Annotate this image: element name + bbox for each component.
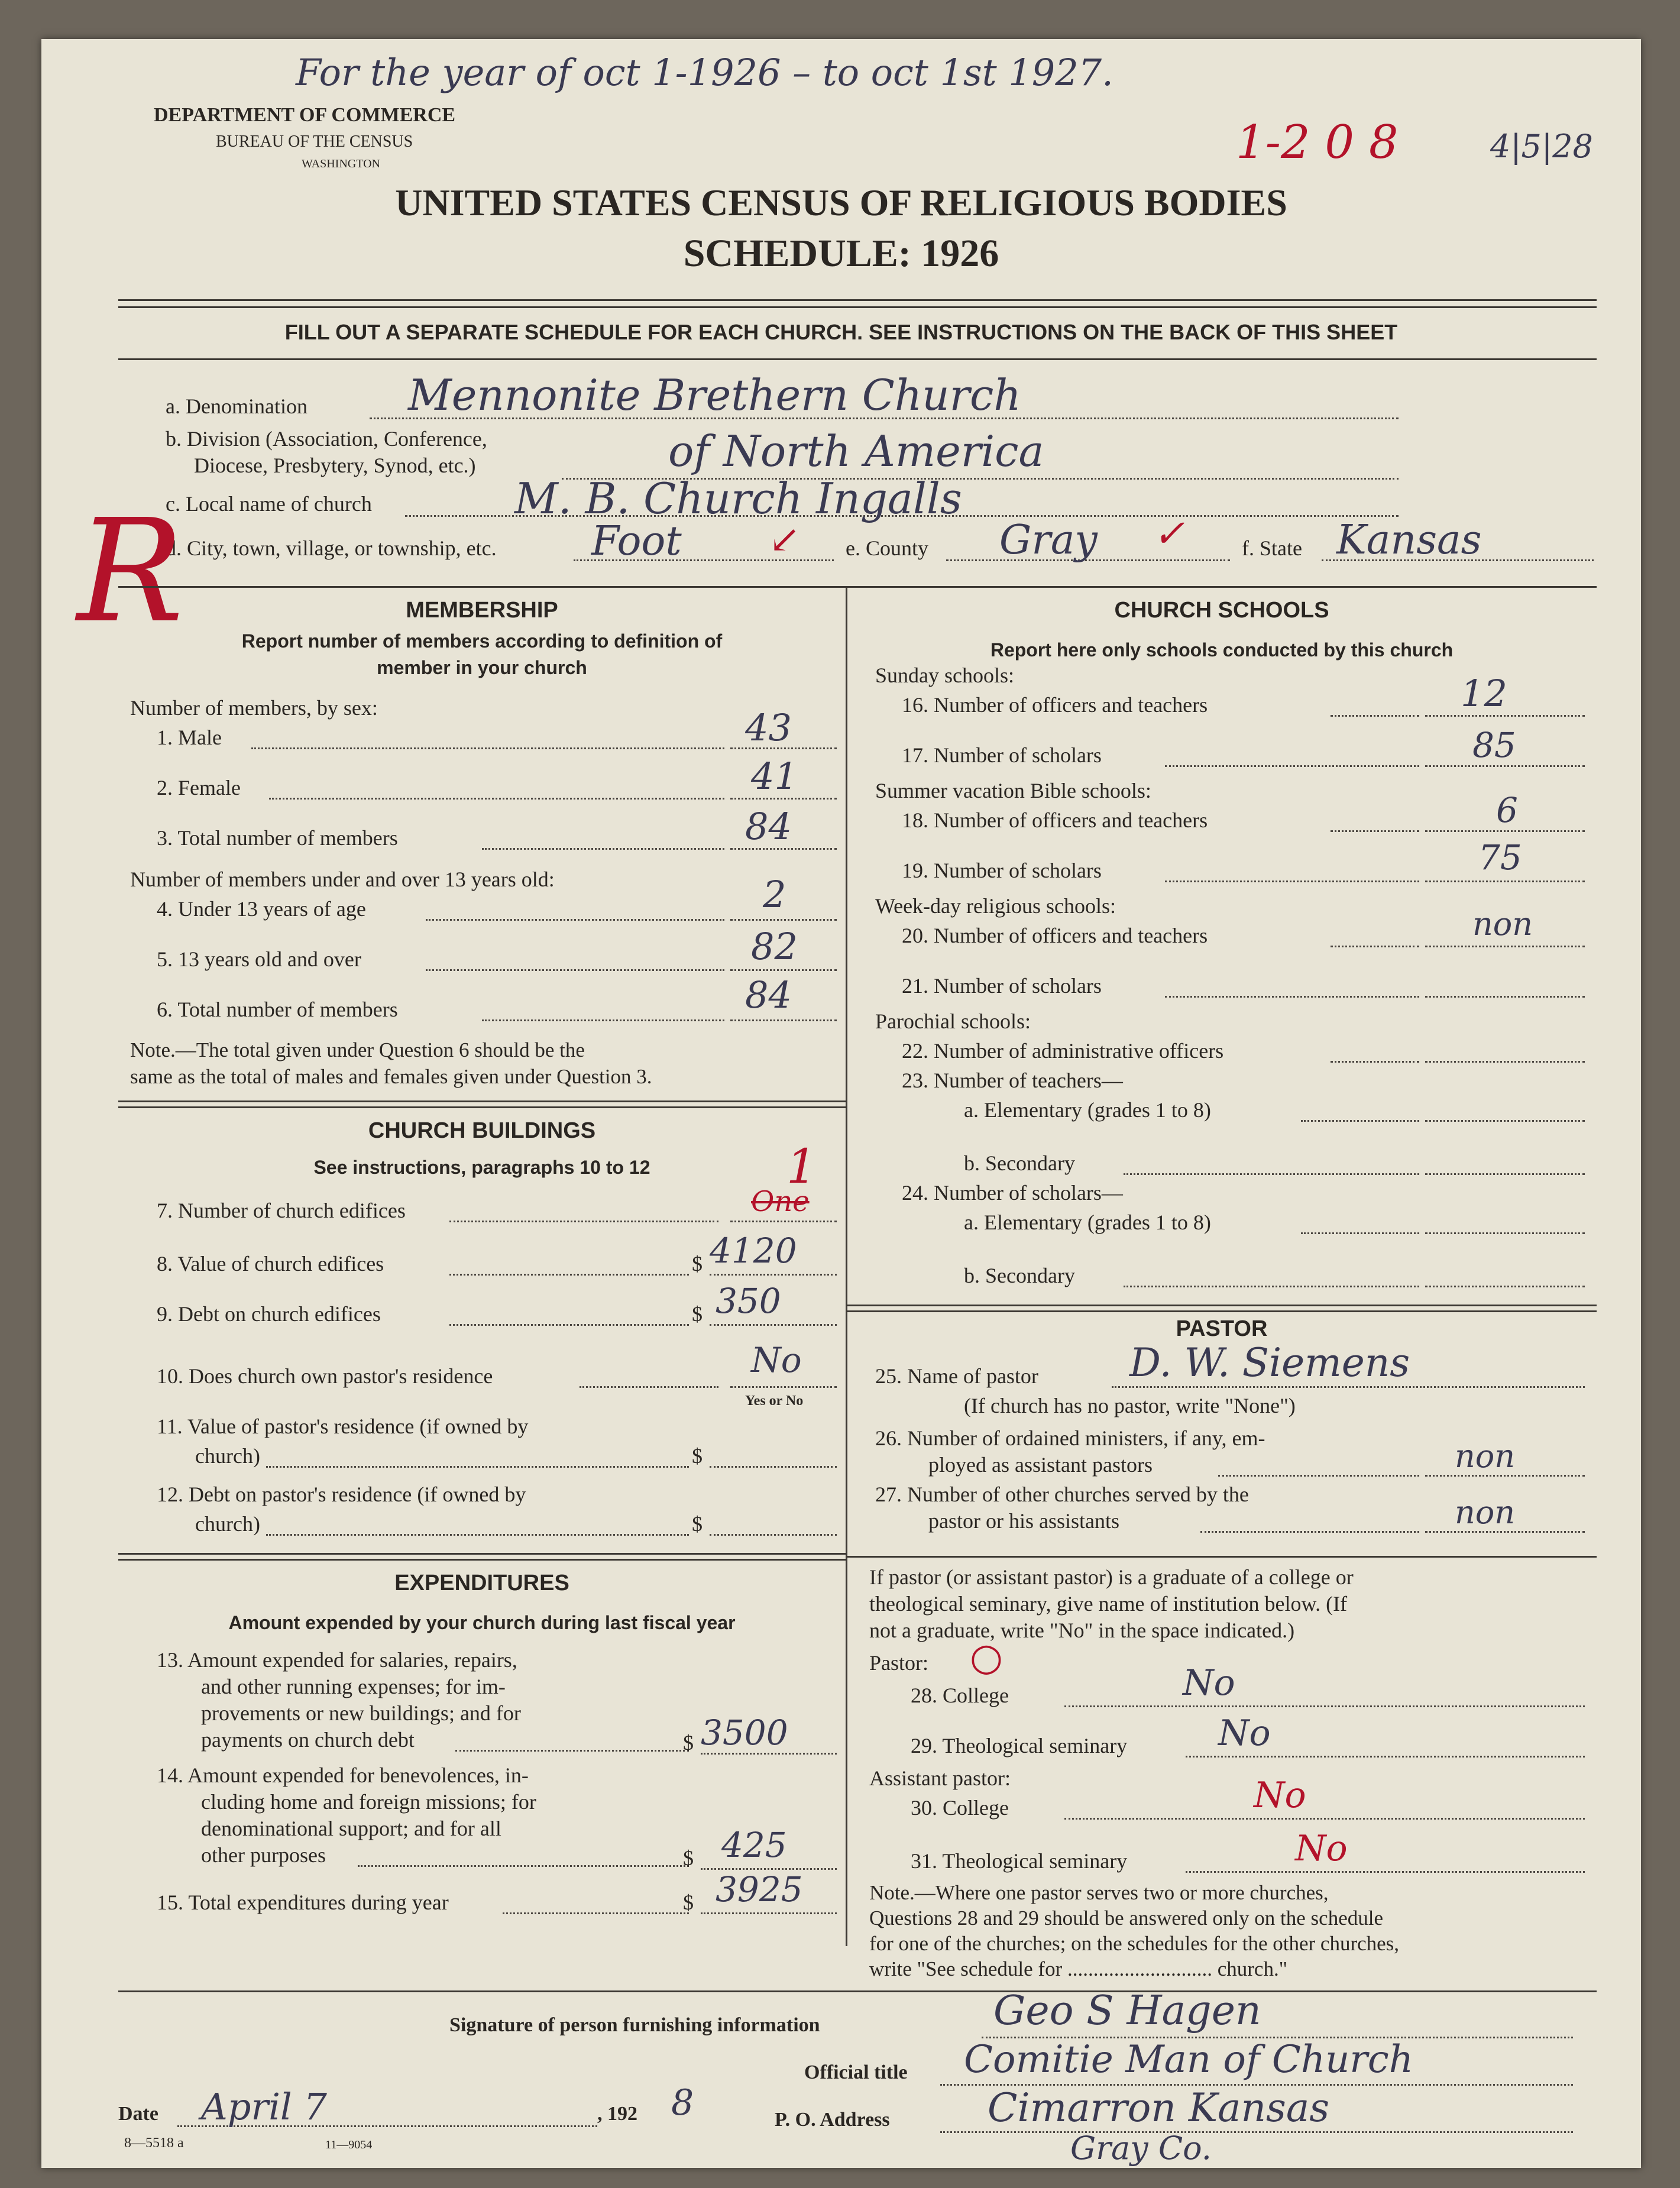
q11-label-2: church) bbox=[195, 1444, 260, 1468]
q13-label-1: 13. Amount expended for salaries, repairs, bbox=[157, 1648, 517, 1672]
dept-line-1: DEPARTMENT OF COMMERCE bbox=[154, 104, 456, 126]
q14-label-4: other purposes bbox=[201, 1843, 326, 1867]
q20-label: 20. Number of officers and teachers bbox=[902, 924, 1208, 947]
sunday-heading: Sunday schools: bbox=[875, 663, 1015, 687]
city-label: d. City, town, village, or township, etc. bbox=[166, 536, 497, 560]
q17-value: 85 bbox=[1472, 725, 1516, 765]
yes-or-no-note: Yes or No bbox=[745, 1393, 804, 1409]
corner-date-note: 4|5|28 bbox=[1490, 128, 1593, 165]
division-value: of North America bbox=[668, 426, 1044, 476]
q30-label: 30. College bbox=[911, 1796, 1009, 1820]
weekday-heading: Week-day religious schools: bbox=[875, 894, 1116, 918]
state-value: Kansas bbox=[1336, 517, 1482, 564]
instruction-line: FILL OUT A SEPARATE SCHEDULE FOR EACH CHURCH. SEE INSTRUCTIONS ON THE BACK OF THIS SHEET bbox=[284, 320, 1398, 344]
q16-label: 16. Number of officers and teachers bbox=[902, 693, 1208, 717]
q31-value: No bbox=[1295, 1828, 1348, 1869]
q12-label-2: church) bbox=[195, 1512, 260, 1536]
schools-heading: CHURCH SCHOOLS bbox=[1114, 598, 1329, 623]
q10-value: No bbox=[751, 1340, 802, 1380]
q26-value: non bbox=[1455, 1438, 1516, 1475]
membership-note-2: same as the total of males and females given under Question 3. bbox=[130, 1065, 652, 1088]
county-label: e. County bbox=[846, 536, 928, 560]
q9-dollar: $ bbox=[692, 1302, 703, 1326]
q6-label: 6. Total number of members bbox=[157, 998, 398, 1021]
q19-value: 75 bbox=[1478, 837, 1522, 878]
census-form-sheet bbox=[41, 39, 1641, 2168]
denomination-label: a. Denomination bbox=[166, 394, 307, 418]
dept-line-3: WASHINGTON bbox=[302, 157, 380, 170]
q31-label: 31. Theological seminary bbox=[911, 1849, 1128, 1873]
q27-value: non bbox=[1455, 1494, 1516, 1531]
grad-text-1: If pastor (or assistant pastor) is a graduate of a college or bbox=[869, 1565, 1354, 1589]
buildings-desc: See instructions, paragraphs 10 to 12 bbox=[313, 1157, 650, 1178]
red-check-arrow: ↙ bbox=[769, 518, 801, 562]
denomination-value: Mennonite Brethern Church bbox=[408, 370, 1021, 420]
year-prefix: , 192 bbox=[597, 2103, 637, 2125]
handwritten-year-note: For the year of oct 1-1926 – to oct 1st 1927. bbox=[296, 51, 1113, 94]
q24-label: 24. Number of scholars— bbox=[902, 1181, 1123, 1205]
pastor-note-2: Questions 28 and 29 should be answered only on the schedule bbox=[869, 1907, 1384, 1930]
q25-value: D. W. Siemens bbox=[1129, 1340, 1410, 1386]
q12-label-1: 12. Debt on pastor's residence (if owned by bbox=[157, 1483, 526, 1506]
buildings-heading: CHURCH BUILDINGS bbox=[368, 1118, 596, 1143]
expenditures-heading: EXPENDITURES bbox=[394, 1571, 569, 1595]
red-stamp-number: 1-2 0 8 bbox=[1236, 116, 1399, 169]
q23a-label: a. Elementary (grades 1 to 8) bbox=[964, 1098, 1211, 1122]
expenditures-desc: Amount expended by your church during last fiscal year bbox=[228, 1612, 736, 1633]
q14-dollar: $ bbox=[683, 1846, 694, 1870]
q22-label: 22. Number of administrative officers bbox=[902, 1039, 1224, 1063]
q7-struck-value: One bbox=[751, 1185, 810, 1218]
q21-label: 21. Number of scholars bbox=[902, 974, 1102, 998]
pastor-note-1: Note.—Where one pastor serves two or more churches, bbox=[869, 1881, 1329, 1904]
grad-text-2: theological seminary, give name of institution below. (If bbox=[869, 1592, 1348, 1616]
q10-label: 10. Does church own pastor's residence bbox=[157, 1364, 493, 1388]
q17-label: 17. Number of scholars bbox=[902, 743, 1102, 767]
red-check-mark: ✓ bbox=[1153, 512, 1185, 556]
q8-dollar: $ bbox=[692, 1252, 703, 1276]
po-address-value: Cimarron Kansas bbox=[988, 2085, 1330, 2131]
q14-label-1: 14. Amount expended for benevolences, in- bbox=[157, 1763, 529, 1787]
grad-text-3: not a graduate, write "No" in the space indicated.) bbox=[869, 1619, 1295, 1642]
form-subtitle: SCHEDULE: 1926 bbox=[683, 232, 999, 275]
date-label: Date bbox=[118, 2103, 158, 2125]
county-value: Gray bbox=[999, 517, 1098, 564]
q26-label-1: 26. Number of ordained ministers, if any, em- bbox=[875, 1426, 1265, 1450]
q28-value: No bbox=[1183, 1662, 1235, 1704]
q4-label: 4. Under 13 years of age bbox=[157, 897, 366, 921]
q13-value: 3500 bbox=[701, 1713, 788, 1753]
q6-value: 84 bbox=[745, 973, 792, 1017]
signature-label: Signature of person furnishing information bbox=[449, 2014, 820, 2036]
official-title-label: Official title bbox=[804, 2061, 908, 2083]
q3-value: 84 bbox=[745, 805, 792, 848]
membership-note-1: Note.—The total given under Question 6 should be the bbox=[130, 1038, 585, 1061]
q19-label: 19. Number of scholars bbox=[902, 859, 1102, 882]
q14-label-3: denominational support; and for all bbox=[201, 1817, 501, 1840]
q9-label: 9. Debt on church edifices bbox=[157, 1302, 381, 1326]
q3-label: 3. Total number of members bbox=[157, 826, 398, 850]
q13-label-4: payments on church debt bbox=[201, 1728, 415, 1752]
q7-label: 7. Number of church edifices bbox=[157, 1199, 406, 1222]
official-title-value: Comitie Man of Church bbox=[964, 2038, 1413, 2082]
q1-value: 43 bbox=[745, 706, 792, 749]
q15-label: 15. Total expenditures during year bbox=[157, 1891, 449, 1914]
q1-label: 1. Male bbox=[157, 726, 222, 749]
q11-dollar: $ bbox=[692, 1444, 703, 1468]
q12-dollar: $ bbox=[692, 1512, 703, 1536]
red-circle-mark: ○ bbox=[970, 1636, 1003, 1679]
membership-desc-2: member in your church bbox=[377, 657, 587, 678]
q8-label: 8. Value of church edifices bbox=[157, 1252, 384, 1276]
q18-value: 6 bbox=[1496, 790, 1518, 830]
print-number: 11—9054 bbox=[325, 2138, 373, 2151]
division-label-2: Diocese, Presbytery, Synod, etc.) bbox=[194, 454, 476, 477]
q25-note: (If church has no pastor, write "None") bbox=[964, 1394, 1296, 1417]
q15-value: 3925 bbox=[716, 1869, 803, 1909]
division-label-1: b. Division (Association, Conference, bbox=[166, 427, 487, 451]
age-heading: Number of members under and over 13 years old: bbox=[130, 868, 555, 891]
q13-label-3: provements or new buildings; and for bbox=[201, 1701, 521, 1725]
q24b-label: b. Secondary bbox=[964, 1264, 1075, 1287]
asst-pastor-label: Assistant pastor: bbox=[869, 1766, 1011, 1790]
q13-dollar: $ bbox=[683, 1731, 694, 1755]
q30-value: No bbox=[1254, 1775, 1306, 1816]
q26-label-2: ployed as assistant pastors bbox=[928, 1453, 1153, 1477]
dept-line-2: BUREAU OF THE CENSUS bbox=[216, 132, 413, 151]
membership-desc-1: Report number of members according to definition of bbox=[241, 630, 723, 652]
q14-value: 425 bbox=[721, 1825, 787, 1865]
q2-label: 2. Female bbox=[157, 776, 241, 800]
q16-value: 12 bbox=[1461, 672, 1507, 715]
year-value: 8 bbox=[671, 2082, 694, 2124]
pastor-note-4: write "See schedule for ............................ church." bbox=[869, 1957, 1288, 1980]
q14-label-2: cluding home and foreign missions; for bbox=[201, 1790, 536, 1814]
local-name-label: c. Local name of church bbox=[166, 492, 372, 516]
form-title: UNITED STATES CENSUS OF RELIGIOUS BODIES bbox=[395, 182, 1287, 224]
q4-value: 2 bbox=[763, 873, 786, 916]
q20-value: non bbox=[1472, 905, 1533, 943]
q29-label: 29. Theological seminary bbox=[911, 1734, 1128, 1757]
q27-label-2: pastor or his assistants bbox=[928, 1509, 1119, 1533]
city-value: Foot bbox=[591, 518, 682, 565]
q29-value: No bbox=[1218, 1713, 1271, 1754]
q2-value: 41 bbox=[751, 755, 798, 798]
pastor-note-3: for one of the churches; on the schedules for the other churches, bbox=[869, 1932, 1400, 1955]
red-r-mark: R bbox=[77, 488, 184, 654]
q5-label: 5. 13 years old and over bbox=[157, 947, 361, 971]
q7-value: 1 bbox=[786, 1139, 817, 1194]
pastor-label: Pastor: bbox=[869, 1651, 929, 1675]
local-name-value: M. B. Church Ingalls bbox=[514, 474, 962, 523]
membership-heading: MEMBERSHIP bbox=[406, 598, 558, 623]
form-number: 8—5518 a bbox=[124, 2135, 184, 2151]
q15-dollar: $ bbox=[683, 1891, 694, 1914]
date-value: April 7 bbox=[201, 2085, 327, 2128]
q8-value: 4120 bbox=[710, 1231, 797, 1271]
parochial-heading: Parochial schools: bbox=[875, 1009, 1031, 1033]
q27-label-1: 27. Number of other churches served by the bbox=[875, 1483, 1249, 1506]
q18-label: 18. Number of officers and teachers bbox=[902, 808, 1208, 832]
q24a-label: a. Elementary (grades 1 to 8) bbox=[964, 1210, 1211, 1234]
po-address-label: P. O. Address bbox=[775, 2109, 890, 2131]
members-by-sex: Number of members, by sex: bbox=[130, 696, 378, 720]
state-label: f. State bbox=[1242, 536, 1302, 560]
q28-label: 28. College bbox=[911, 1684, 1009, 1707]
q23-label: 23. Number of teachers— bbox=[902, 1069, 1123, 1092]
pastor-heading: PASTOR bbox=[1176, 1316, 1268, 1341]
signature-value: Geo S Hagen bbox=[993, 1988, 1261, 2034]
q9-value: 350 bbox=[716, 1281, 781, 1321]
q13-label-2: and other running expenses; for im- bbox=[201, 1675, 506, 1698]
county-note: Gray Co. bbox=[1070, 2129, 1212, 2167]
q5-value: 82 bbox=[751, 925, 798, 968]
summer-heading: Summer vacation Bible schools: bbox=[875, 779, 1151, 802]
q11-label-1: 11. Value of pastor's residence (if owned by bbox=[157, 1415, 529, 1438]
q23b-label: b. Secondary bbox=[964, 1151, 1075, 1175]
schools-desc: Report here only schools conducted by this church bbox=[990, 639, 1454, 661]
q25-label: 25. Name of pastor bbox=[875, 1364, 1038, 1388]
